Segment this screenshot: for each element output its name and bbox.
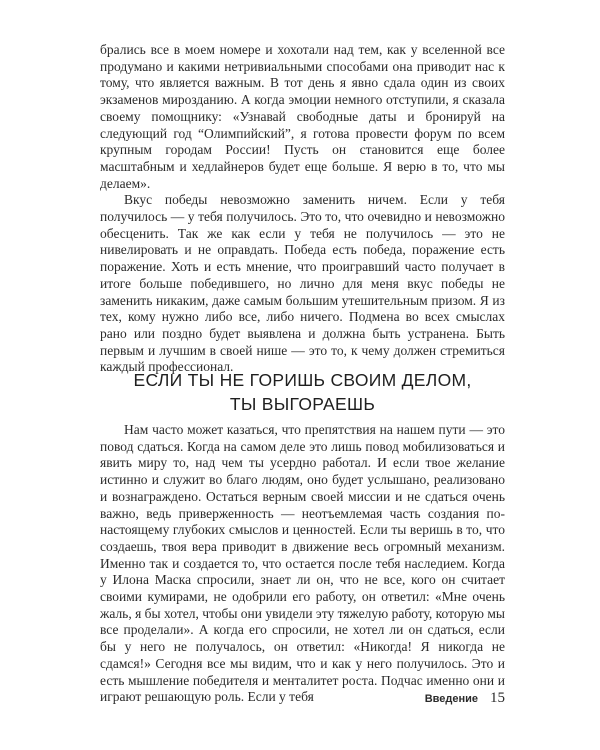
body-text-top (100, 42, 505, 376)
paragraph: Нам часто может казаться, что препятствия на нашем пути — это повод сдаться. Когда на самом деле это лишь повод мобилизоваться и явить миру то, над чем ты усердно работал. И если твое желание истинно и служит во благо людям, оно будет услышано, реализовано и вознаграждено. Остаться верным своей миссии и не сдаться очень важно, ведь приверженность — неотъемлемая часть создания по-настоящему глубоких смыслов и ценностей. Если ты веришь в то, что создаешь, твоя вера приводит в движение весь огромный механизм. Именно так и создается то, что остается после тебя наследием. Когда у Илона Маска спросили, знает ли он, что не все, кого он считает своими кумирами, не одобрили его работу, он ответил: «Мне очень жаль, я бы хотел, чтобы они увидели эту тяжелую работу, которую мы все проделали». А когда его спросили, не хотел ли он сдаться, если бы у него не получалось, он ответил: «Никогда! Я никогда не сдамся!» Сегодня все мы видим, что и как у него получилось. Это и есть мышление победителя и менталитет роста. Подчас именно они и играют решающую роль. Если у тебя (100, 422, 505, 705)
section-heading-line-2: ТЫ ВЫГОРАЕШЬ (229, 394, 376, 414)
section-heading (80, 368, 525, 416)
page-footer (425, 690, 505, 707)
section-heading-line-1: ЕСЛИ ТЫ НЕ ГОРИШЬ СВОИМ ДЕЛОМ, (133, 370, 472, 390)
page-number: 15 (490, 690, 505, 706)
body-text-bottom (100, 422, 505, 706)
paragraph: Вкус победы невозможно заменить ничем. Если у тебя получилось — у тебя получилось. Это то, что очевидно и невозможно обесценить. Так же как если у тебя не получилось — это не нивелировать и не оправдать. Победа есть победа, поражение есть поражение. Хоть и есть мнение, что проигравший часто получает в итоге больше победившего, но лично для меня вкус победы не заменить никаким, даже самым большим утешительным призом. Я из тех, кому нужно либо все, либо ничего. Подмена во всех смыслах рано или поздно будет выявлена и должна быть устранена. Быть первым и лучшим в своей нише — это то, к чему должен стремиться каждый профессионал. (100, 192, 505, 375)
running-footer-section: Введение (424, 693, 478, 705)
paragraph: брались все в моем номере и хохотали над тем, как у вселенной все продумано и какими нетривиальными способами она приводит нас к тому, что является важным. В тот день я явно сдала один из своих экзаменов мирозданию. А когда эмоции немного отступили, я сказала своему помощнику: «Узнавай свободные даты и бронируй на следующий год “Олимпийский”, я готова провести форум по всем крупным городам России! Пусть он становится еще более масштабным и хедлайнеров будет еще больше. Я верю в то, что мы делаем». (100, 42, 505, 191)
